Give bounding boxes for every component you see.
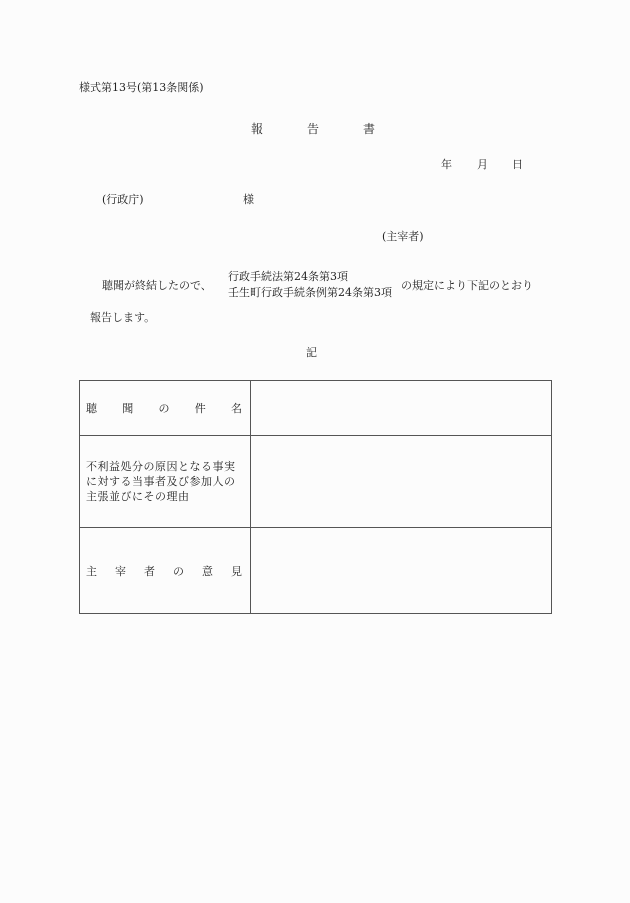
form-number: 様式第13号(第13条関係) xyxy=(79,81,204,94)
label-char: 意 xyxy=(202,564,213,578)
title-char: 告 xyxy=(307,122,320,136)
date-month-label: 月 xyxy=(477,158,488,171)
ki-heading: 記 xyxy=(306,346,317,359)
table-row-presider-opinion xyxy=(80,528,552,614)
row-label xyxy=(80,528,251,614)
date-year-label: 年 xyxy=(441,158,452,171)
presider-opinion-field[interactable] xyxy=(251,528,552,614)
label-char: の xyxy=(158,402,170,415)
hearing-title-field[interactable] xyxy=(251,381,552,436)
law-reference: 壬生町行政手続条例第24条第3項 xyxy=(228,286,392,299)
label-char: 者 xyxy=(144,564,155,578)
label-char: 主 xyxy=(86,564,97,578)
claims-field[interactable] xyxy=(251,436,552,528)
label-char: 名 xyxy=(231,402,242,415)
addressee-organization: (行政庁) xyxy=(102,193,144,206)
claims-label: 不利益処分の原因となる事実に対する当事者及び参加人の主張並びにその理由 xyxy=(86,460,236,503)
law-reference: 行政手続法第24条第3項 xyxy=(228,270,348,283)
body-tail-text: の規定により下記のとおり xyxy=(401,279,533,292)
row-label xyxy=(80,436,251,528)
label-char: 宰 xyxy=(115,564,126,578)
addressee-honorific: 様 xyxy=(243,193,254,206)
title-char: 書 xyxy=(363,122,376,136)
body-lead-text: 聴聞が終結したので、 xyxy=(102,279,212,292)
row-label xyxy=(80,381,251,436)
table-row-hearing-title xyxy=(80,381,552,436)
table-row-claims xyxy=(80,436,552,528)
label-char: 聞 xyxy=(122,402,134,415)
title-char: 報 xyxy=(251,122,264,136)
presider-label: (主宰者) xyxy=(382,230,424,243)
label-char: の xyxy=(173,564,184,578)
label-char: 見 xyxy=(231,564,242,578)
report-table xyxy=(79,380,552,614)
body-second-line: 報告します。 xyxy=(90,311,156,324)
label-char: 件 xyxy=(194,402,206,415)
date-day-label: 日 xyxy=(512,158,523,171)
label-char: 聴 xyxy=(86,402,97,415)
